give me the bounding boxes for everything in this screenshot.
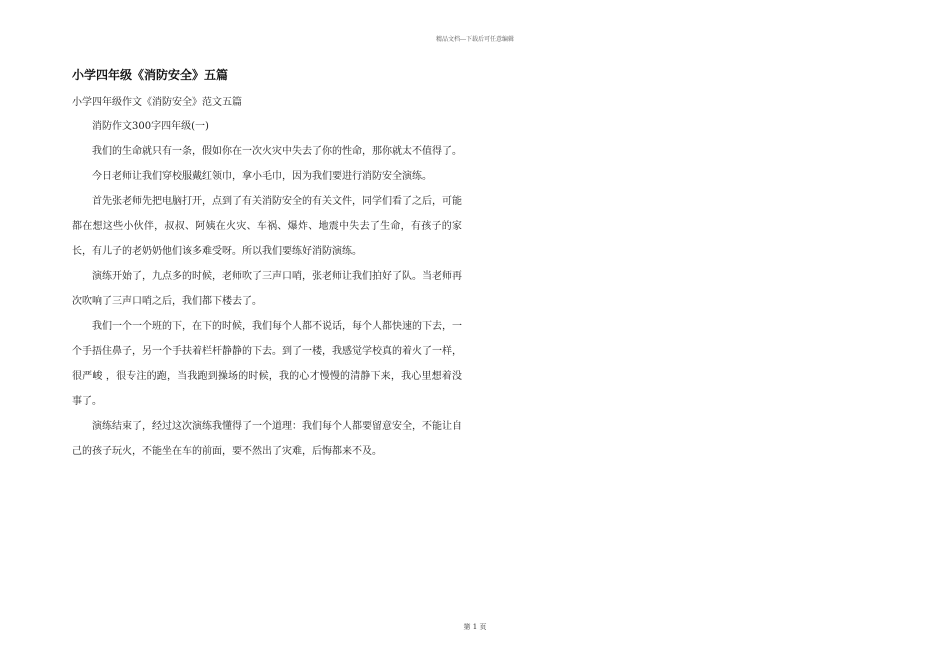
paragraph: 我们一个一个班的下，在下的时候，我们每个人都不说话，每个人都快速的下去，一个手捂住鼻子，另一个手扶着栏杆静静的下去。到了一楼，我感觉学校真的着火了一样，很严峻 ，很专注的跑，当我跑到操场的时候，我的心才慢慢的清静下来，我心里想着没事了。 <box>72 321 462 407</box>
paragraph: 首先张老师先把电脑打开，点到了有关消防安全的有关文件，同学们看了之后，可能都在想这些小伙伴，叔叔、阿姨在火灾、车祸、爆炸、地震中失去了生命，有孩子的家长，有儿子的老奶奶他们该多难受呀。所以我们要练好消防演练。 <box>72 196 462 257</box>
document-subtitle: 小学四年级作文《消防安全》范文五篇 <box>72 97 242 108</box>
document-body <box>72 114 462 464</box>
paragraph: 演练结束了，经过这次演练我懂得了一个道理：我们每个人都要留意安全，不能让自己的孩子玩火，不能坐在车的前面，要不然出了灾难，后悔都来不及。 <box>72 421 462 457</box>
page-header-note: 精品文档---下载后可任意编辑 <box>435 36 515 43</box>
paragraph: 演练开始了，九点多的时候，老师吹了三声口哨，张老师让我们拍好了队。当老师再次吹响了三声口哨之后，我们都下楼去了。 <box>72 271 462 307</box>
page-number: 第 1 页 <box>463 623 487 631</box>
section-heading: 消防作文300字四年级(一) <box>92 121 209 132</box>
paragraph: 我们的生命就只有一条，假如你在一次火灾中失去了你的性命，那你就太不值得了。 <box>92 146 462 157</box>
document-title: 小学四年级《消防安全》五篇 <box>72 68 229 82</box>
paragraph: 今日老师让我们穿校服戴红领巾，拿小毛巾，因为我们要进行消防安全演练。 <box>92 171 432 182</box>
